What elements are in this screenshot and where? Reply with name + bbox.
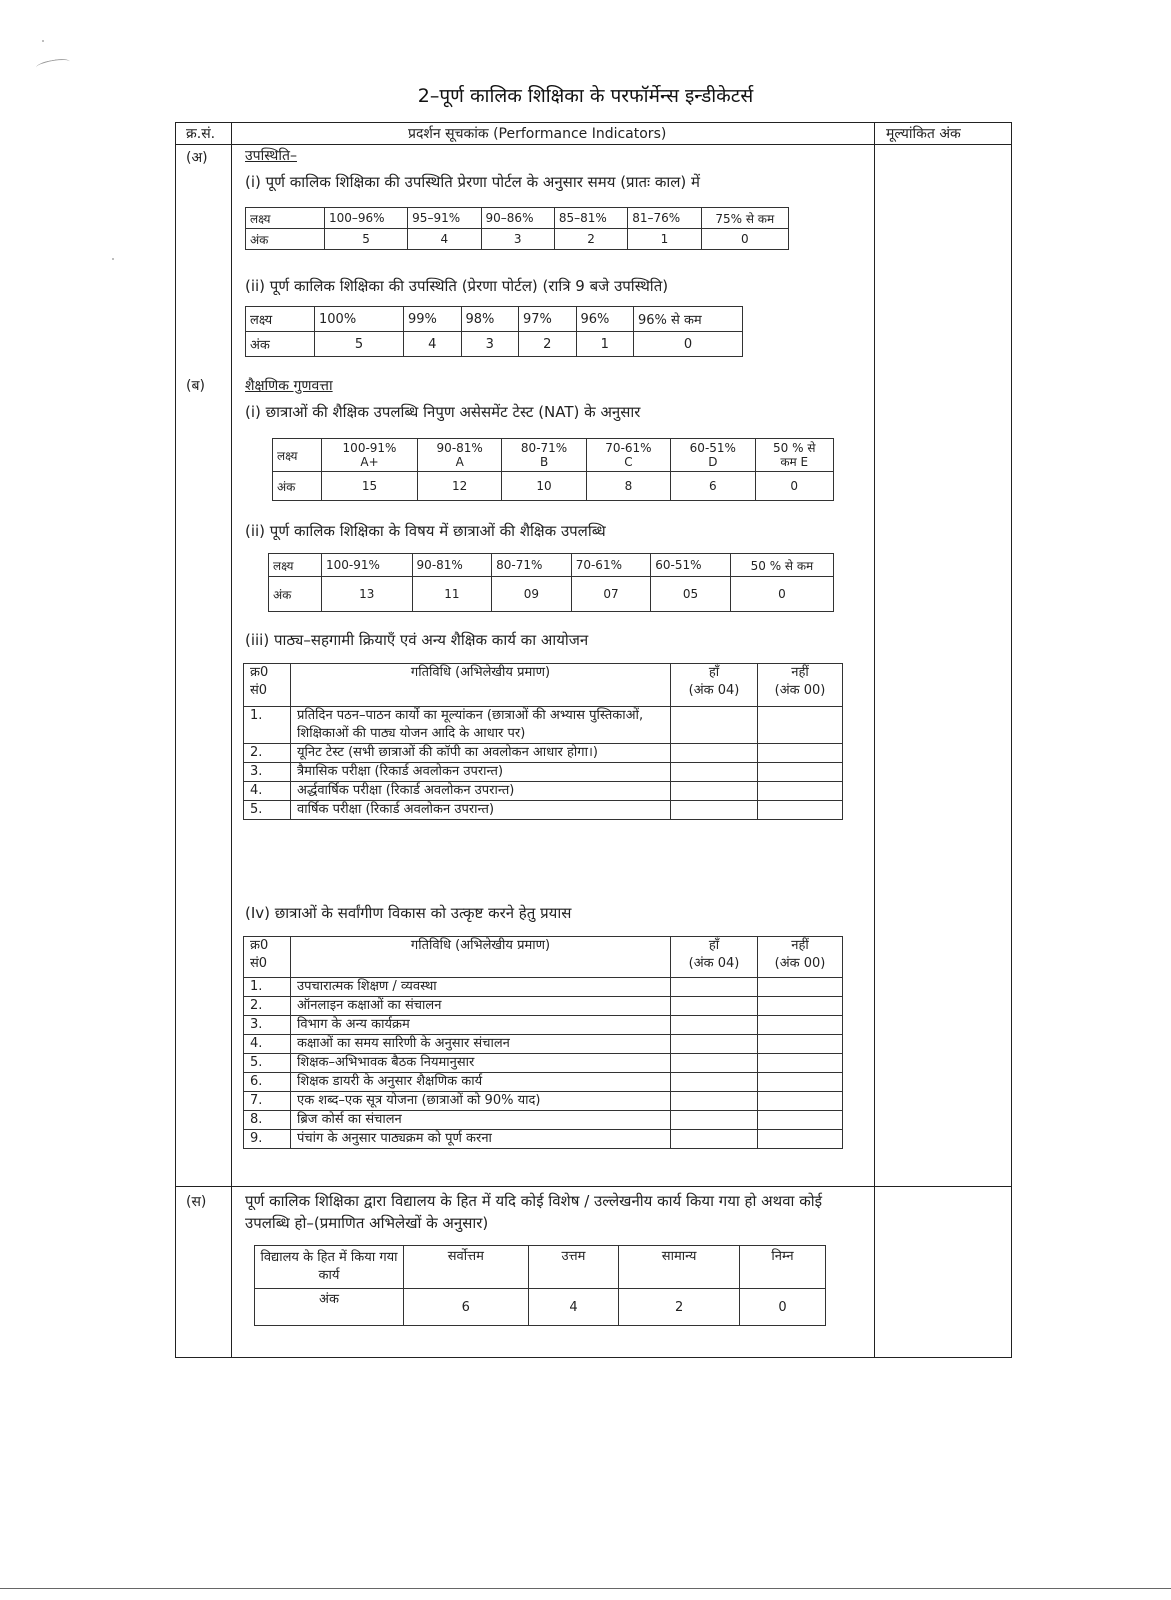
- no-header: नहीं (अंक 00): [758, 937, 843, 978]
- nat-title: (i) छात्राओं की शैक्षिक उपलब्धि निपुण असेसमेंट टेस्ट (NAT) के अनुसार: [245, 403, 641, 421]
- target-cell: 96% से कम: [634, 307, 743, 332]
- level-cell: निम्न: [739, 1246, 825, 1289]
- target-cell: 81–76%: [628, 208, 701, 229]
- target-cell: 90–86%: [481, 208, 554, 229]
- target-cell: 50 % से कम E: [755, 439, 834, 472]
- co-curricular-table: [243, 663, 843, 820]
- score-cell: 4: [408, 229, 481, 250]
- yes-cell: [671, 1054, 758, 1073]
- target-cell: 97%: [519, 307, 577, 332]
- table-row: [244, 744, 843, 763]
- score-label: अंक: [246, 229, 325, 250]
- no-cell: [758, 1016, 843, 1035]
- table-row: [244, 978, 843, 997]
- section-b-heading: शैक्षणिक गुणवत्ता: [245, 378, 333, 394]
- score-cell: 5: [315, 332, 404, 357]
- table-row: [244, 1130, 843, 1149]
- row-activity: शिक्षक–अभिभावक बैठक नियमानुसार: [291, 1054, 671, 1073]
- row-number: 3.: [244, 1016, 291, 1035]
- row-activity: उपचारात्मक शिक्षण / व्यवस्था: [291, 978, 671, 997]
- section-c-divider: [175, 1186, 1012, 1187]
- yes-cell: [671, 1111, 758, 1130]
- target-cell: 95–91%: [408, 208, 481, 229]
- row-number: 9.: [244, 1130, 291, 1149]
- score-cell: 1: [628, 229, 701, 250]
- score-cell: 12: [418, 472, 502, 501]
- score-cell: 07: [571, 577, 651, 612]
- attendance-night-table: [245, 306, 743, 357]
- target-cell: 100%: [315, 307, 404, 332]
- work-label: विद्यालय के हित में किया गया कार्य: [255, 1246, 404, 1289]
- row-number: 5.: [244, 801, 291, 820]
- activity-header: गतिविधि (अभिलेखीय प्रमाण): [291, 664, 671, 707]
- no-cell: [758, 1035, 843, 1054]
- row-activity: शिक्षक डायरी के अनुसार शैक्षणिक कार्य: [291, 1073, 671, 1092]
- score-cell: 4: [528, 1289, 619, 1326]
- target-cell: 70-61% C: [586, 439, 670, 472]
- score-cell: 09: [492, 577, 572, 612]
- speck: [112, 258, 114, 260]
- target-cell: 80-71% B: [502, 439, 586, 472]
- target-cell: 100-91% A+: [322, 439, 418, 472]
- row-activity: कक्षाओं का समय सारिणी के अनुसार संचालन: [291, 1035, 671, 1054]
- target-label: लक्ष्य: [269, 554, 322, 577]
- row-number: 5.: [244, 1054, 291, 1073]
- row-number: 4.: [244, 782, 291, 801]
- score-cell: 05: [651, 577, 731, 612]
- row-activity: यूनिट टेस्ट (सभी छात्राओं की कॉपी का अवलोकन आधार होगा।): [291, 744, 671, 763]
- score-cell: 6: [671, 472, 755, 501]
- holistic-development-title: (Iv) छात्राओं के सर्वांगीण विकास को उत्कृष्ट करने हेतु प्रयास: [245, 904, 572, 922]
- no-header: नहीं (अंक 00): [758, 664, 843, 707]
- row-number: 2.: [244, 744, 291, 763]
- row-activity: त्रैमासिक परीक्षा (रिकार्ड अवलोकन उपरान्त): [291, 763, 671, 782]
- section-c-mark: (स): [186, 1194, 207, 1210]
- score-cell: 3: [481, 229, 554, 250]
- score-cell: 15: [322, 472, 418, 501]
- target-cell: 50 % से कम: [730, 554, 833, 577]
- score-cell: 2: [554, 229, 627, 250]
- row-number: 6.: [244, 1073, 291, 1092]
- table-row: [244, 997, 843, 1016]
- score-cell: 6: [404, 1289, 529, 1326]
- score-cell: 13: [322, 577, 413, 612]
- row-number: 3.: [244, 763, 291, 782]
- target-cell: 100–96%: [325, 208, 408, 229]
- target-cell: 70-61%: [571, 554, 651, 577]
- score-cell: 0: [755, 472, 834, 501]
- subject-achievement-table: [268, 553, 834, 612]
- row-activity: अर्द्धवार्षिक परीक्षा (रिकार्ड अवलोकन उपरान्त): [291, 782, 671, 801]
- yes-cell: [671, 763, 758, 782]
- no-cell: [758, 1073, 843, 1092]
- table-row: [244, 1111, 843, 1130]
- target-cell: 80-71%: [492, 554, 572, 577]
- yes-cell: [671, 1092, 758, 1111]
- no-cell: [758, 744, 843, 763]
- table-row: [244, 1054, 843, 1073]
- margin-scribble: [35, 57, 70, 72]
- special-work-table: [254, 1245, 826, 1326]
- no-cell: [758, 763, 843, 782]
- score-cell: 8: [586, 472, 670, 501]
- target-cell: 60-51% D: [671, 439, 755, 472]
- score-cell: 0: [730, 577, 833, 612]
- score-cell: 4: [404, 332, 462, 357]
- table-row: [244, 763, 843, 782]
- no-cell: [758, 1092, 843, 1111]
- target-cell: 90-81% A: [418, 439, 502, 472]
- score-cell: 2: [519, 332, 577, 357]
- score-cell: 0: [634, 332, 743, 357]
- nat-table: [272, 438, 834, 501]
- table-row: [244, 1035, 843, 1054]
- target-cell: 99%: [404, 307, 462, 332]
- col-divider-2: [874, 122, 875, 1358]
- target-label: लक्ष्य: [246, 307, 315, 332]
- section-b-mark: (ब): [186, 378, 205, 394]
- header-marks: मूल्यांकित अंक: [886, 126, 961, 142]
- row-activity: एक शब्द–एक सूत्र योजना (छात्राओं को 90% याद): [291, 1092, 671, 1111]
- subject-achievement-title: (ii) पूर्ण कालिक शिक्षिका के विषय में छात्राओं की शैक्षिक उपलब्धि: [245, 522, 606, 540]
- target-cell: 98%: [461, 307, 519, 332]
- row-activity: वार्षिक परीक्षा (रिकार्ड अवलोकन उपरान्त): [291, 801, 671, 820]
- level-cell: सर्वोत्तम: [404, 1246, 529, 1289]
- yes-cell: [671, 1035, 758, 1054]
- serial-header: क्र0 सं0: [244, 664, 291, 707]
- score-cell: 3: [461, 332, 519, 357]
- header-serial: क्र.सं.: [186, 126, 216, 142]
- target-label: लक्ष्य: [246, 208, 325, 229]
- row-number: 8.: [244, 1111, 291, 1130]
- score-cell: 10: [502, 472, 586, 501]
- no-cell: [758, 1054, 843, 1073]
- section-a-heading: उपस्थिति–: [245, 148, 297, 164]
- score-label: अंक: [255, 1289, 404, 1326]
- target-cell: 60-51%: [651, 554, 731, 577]
- row-number: 7.: [244, 1092, 291, 1111]
- row-activity: पंचांग के अनुसार पाठ्यक्रम को पूर्ण करना: [291, 1130, 671, 1149]
- header-divider: [175, 144, 1012, 145]
- attendance-morning-title: (i) पूर्ण कालिक शिक्षिका की उपस्थिति प्रेरणा पोर्टल के अनुसार समय (प्रातः काल) में: [245, 173, 700, 191]
- no-cell: [758, 707, 843, 744]
- target-label: लक्ष्य: [273, 439, 322, 472]
- yes-cell: [671, 782, 758, 801]
- target-cell: 85–81%: [554, 208, 627, 229]
- section-a-mark: (अ): [186, 150, 208, 166]
- score-cell: 0: [739, 1289, 825, 1326]
- score-label: अंक: [269, 577, 322, 612]
- row-activity: विभाग के अन्य कार्यक्रम: [291, 1016, 671, 1035]
- no-cell: [758, 1130, 843, 1149]
- yes-cell: [671, 744, 758, 763]
- target-cell: 100-91%: [322, 554, 413, 577]
- target-cell: 75% से कम: [701, 208, 788, 229]
- page-edge-line: [0, 1588, 1171, 1589]
- level-cell: सामान्य: [619, 1246, 740, 1289]
- special-work-text: पूर्ण कालिक शिक्षिका द्वारा विद्यालय के हित में यदि कोई विशेष / उल्लेखनीय कार्य किया गया हो अथवा कोई उपलब्धि हो–(प्रमाणित अभिलेखों के अनुसार): [245, 1192, 822, 1232]
- row-activity: ऑनलाइन कक्षाओं का संचालन: [291, 997, 671, 1016]
- yes-header: हाँ (अंक 04): [671, 937, 758, 978]
- yes-header: हाँ (अंक 04): [671, 664, 758, 707]
- attendance-night-title: (ii) पूर्ण कालिक शिक्षिका की उपस्थिति (प्रेरणा पोर्टल) (रात्रि 9 बजे उपस्थिति): [245, 277, 669, 295]
- target-cell: 90-81%: [412, 554, 492, 577]
- score-cell: 2: [619, 1289, 740, 1326]
- table-row: [244, 707, 843, 744]
- table-row: [244, 1073, 843, 1092]
- activity-header: गतिविधि (अभिलेखीय प्रमाण): [291, 937, 671, 978]
- yes-cell: [671, 1130, 758, 1149]
- yes-cell: [671, 801, 758, 820]
- header-indicators: प्रदर्शन सूचकांक (Performance Indicators): [408, 126, 667, 142]
- co-curricular-title: (iii) पाठ्य–सहगामी क्रियाएँ एवं अन्य शैक्षिक कार्य का आयोजन: [245, 631, 589, 649]
- yes-cell: [671, 997, 758, 1016]
- yes-cell: [671, 1073, 758, 1092]
- row-number: 1.: [244, 707, 291, 744]
- level-cell: उत्तम: [528, 1246, 619, 1289]
- yes-cell: [671, 1016, 758, 1035]
- table-row: [244, 782, 843, 801]
- no-cell: [758, 978, 843, 997]
- serial-header: क्र0 सं0: [244, 937, 291, 978]
- table-row: [244, 1016, 843, 1035]
- attendance-morning-table: [245, 207, 789, 250]
- table-row: [244, 1092, 843, 1111]
- score-label: अंक: [273, 472, 322, 501]
- yes-cell: [671, 707, 758, 744]
- no-cell: [758, 782, 843, 801]
- no-cell: [758, 801, 843, 820]
- no-cell: [758, 1111, 843, 1130]
- yes-cell: [671, 978, 758, 997]
- row-activity: प्रतिदिन पठन–पाठन कार्यो का मूल्यांकन (छात्राओं की अभ्यास पुस्तिकाओं, शिक्षिकाओं की पाठ्य योजन आदि के आधार पर): [291, 707, 671, 744]
- score-label: अंक: [246, 332, 315, 357]
- no-cell: [758, 997, 843, 1016]
- row-number: 2.: [244, 997, 291, 1016]
- table-row: [244, 801, 843, 820]
- score-cell: 1: [576, 332, 634, 357]
- speck: [42, 40, 44, 42]
- col-divider-1: [231, 122, 232, 1358]
- page-title: 2–पूर्ण कालिक शिक्षिका के परफॉर्मेन्स इन्डीकेटर्स: [417, 85, 754, 107]
- row-number: 1.: [244, 978, 291, 997]
- row-number: 4.: [244, 1035, 291, 1054]
- score-cell: 5: [325, 229, 408, 250]
- score-cell: 0: [701, 229, 788, 250]
- row-activity: ब्रिज कोर्स का संचालन: [291, 1111, 671, 1130]
- holistic-development-table: [243, 936, 843, 1149]
- target-cell: 96%: [576, 307, 634, 332]
- score-cell: 11: [412, 577, 492, 612]
